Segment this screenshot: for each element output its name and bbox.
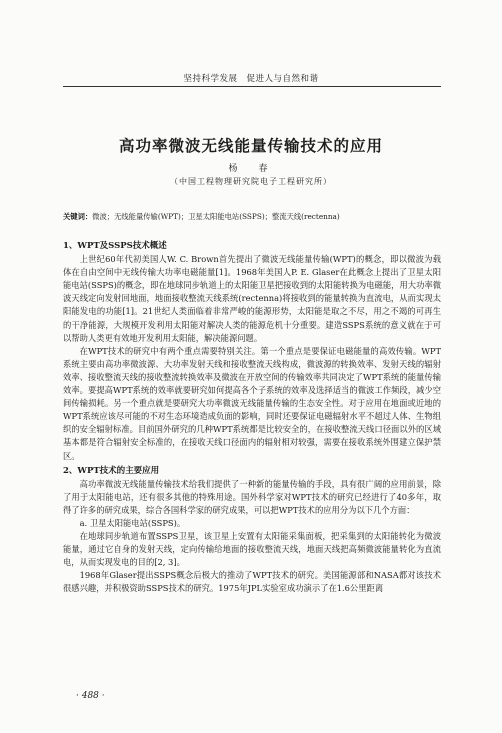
paragraph-5: 1968年Glaser提出SSPS概念后极大的推动了WPT技术的研究。美国能源部和NASA都对该技术很感兴趣，并积极资助SSPS技术的研究。1975年JPL实验室成功演示了在1.6公里距离 [63, 570, 441, 594]
paragraph-2: 在WPT技术的研究中有两个重点需要特别关注。第一个重点是要保证电磁能量的高效传输。WPT系统主要由高功率微波源、大功率发射天线和接收整流天线构成，微波源的转换效率、发射天线的辐射效率、接收整流天线的接收整流转换效率及微波在开放空间的传输效率共同决定了WPT系统的能量传输效率。要提高WPT系统的效率就要研究如何提高各个子系统的效率及选择适当的微波工作频段，减少空间传输损耗。另一个重点就是要研究大功率微波无线能量传输的生态安全性。对于应用在地面或近地的WPT系统应该尽可能的不对生态环境造成负面的影响，同时还要保证电磁辐射水平不超过人体、生物组织的安全辐射标准。目前国外研究的几种WPT系统都是比较安全的，在接收整流天线口径面以外的区域基本都是符合辐射安全标准的，在接收天线口径面内的辐射相对较强，需要在接收系统外围建立保护禁区。 [63, 345, 441, 461]
paragraph-4: 在地球同步轨道布置SSPS卫星，该卫星上安置有太阳能采集面板，把采集到的太阳能转化为微波能量，通过它自身的发射天线，定向传输给地面的接收整流天线，地面天线把高频微波能量转化为直流电，从而实现发电的目的[2, 3]。 [63, 531, 441, 568]
page-number: · 488 · [76, 691, 105, 701]
keywords-line [63, 212, 443, 222]
keywords-text: 微波；无线能量传输(WPT)；卫星太阳能电站(SSPS)；整流天线(rectenna) [92, 212, 340, 221]
article-body [63, 240, 441, 596]
keywords-label: 关键词： [63, 212, 93, 221]
author-affiliation: （中国工程物理研究院电子工程研究所） [170, 177, 332, 186]
author-name: 杨 春 [228, 164, 274, 174]
paragraph-3: 高功率微波无线能量传输技术给我们提供了一种新的能量传输的手段，具有很广阔的应用前景，除了用于太阳能电站，还有很多其他的特殊用途。国外科学家对WPT技术的研究已经进行了40多年，取得了许多的研究成果，综合各国科学家的研究成果，可以把WPT技术的应用分为以下几个方面： [63, 478, 441, 515]
section-2-heading: 2、WPT技术的主要应用 [63, 465, 160, 476]
paragraph-1: 上世纪60年代初美国人W. C. Brown首先提出了微波无线能量传输(WPT)的概念，即以微波为载体在自由空间中无线传输大功率电磁能量[1]。1968年美国人P. E. Glaser在此概念上提出了卫星太阳能电站(SSPS)的概念，即在地球同步轨道上的太阳能卫星把接收到的太阳能转换为电磁能，用大功率微波天线定向发射回地面，地面接收整流天线系统(rectenna)将接收到的能量转换为直流电，从而实现太阳能发电的功能[1]。21世纪人类面临着非常严峻的能源形势，太阳能是取之不尽，用之不竭的可再生的干净能源，大规模开发利用太阳能对解决人类的能源危机十分重要。建造SSPS系统的意义就在于可以帮助人类更有效地开发利用太阳能，解决能源问题。 [63, 254, 441, 343]
subsection-a-heading: a. 卫星太阳能电站(SSPS)。 [79, 517, 186, 528]
running-head: 坚持科学发展 促进人与自然和谐 [183, 74, 319, 84]
section-1-heading: 1、WPT及SSPS技术概述 [63, 241, 167, 251]
paper-title: 高功率微波无线能量传输技术的应用 [118, 136, 383, 155]
header-rule [63, 86, 441, 87]
